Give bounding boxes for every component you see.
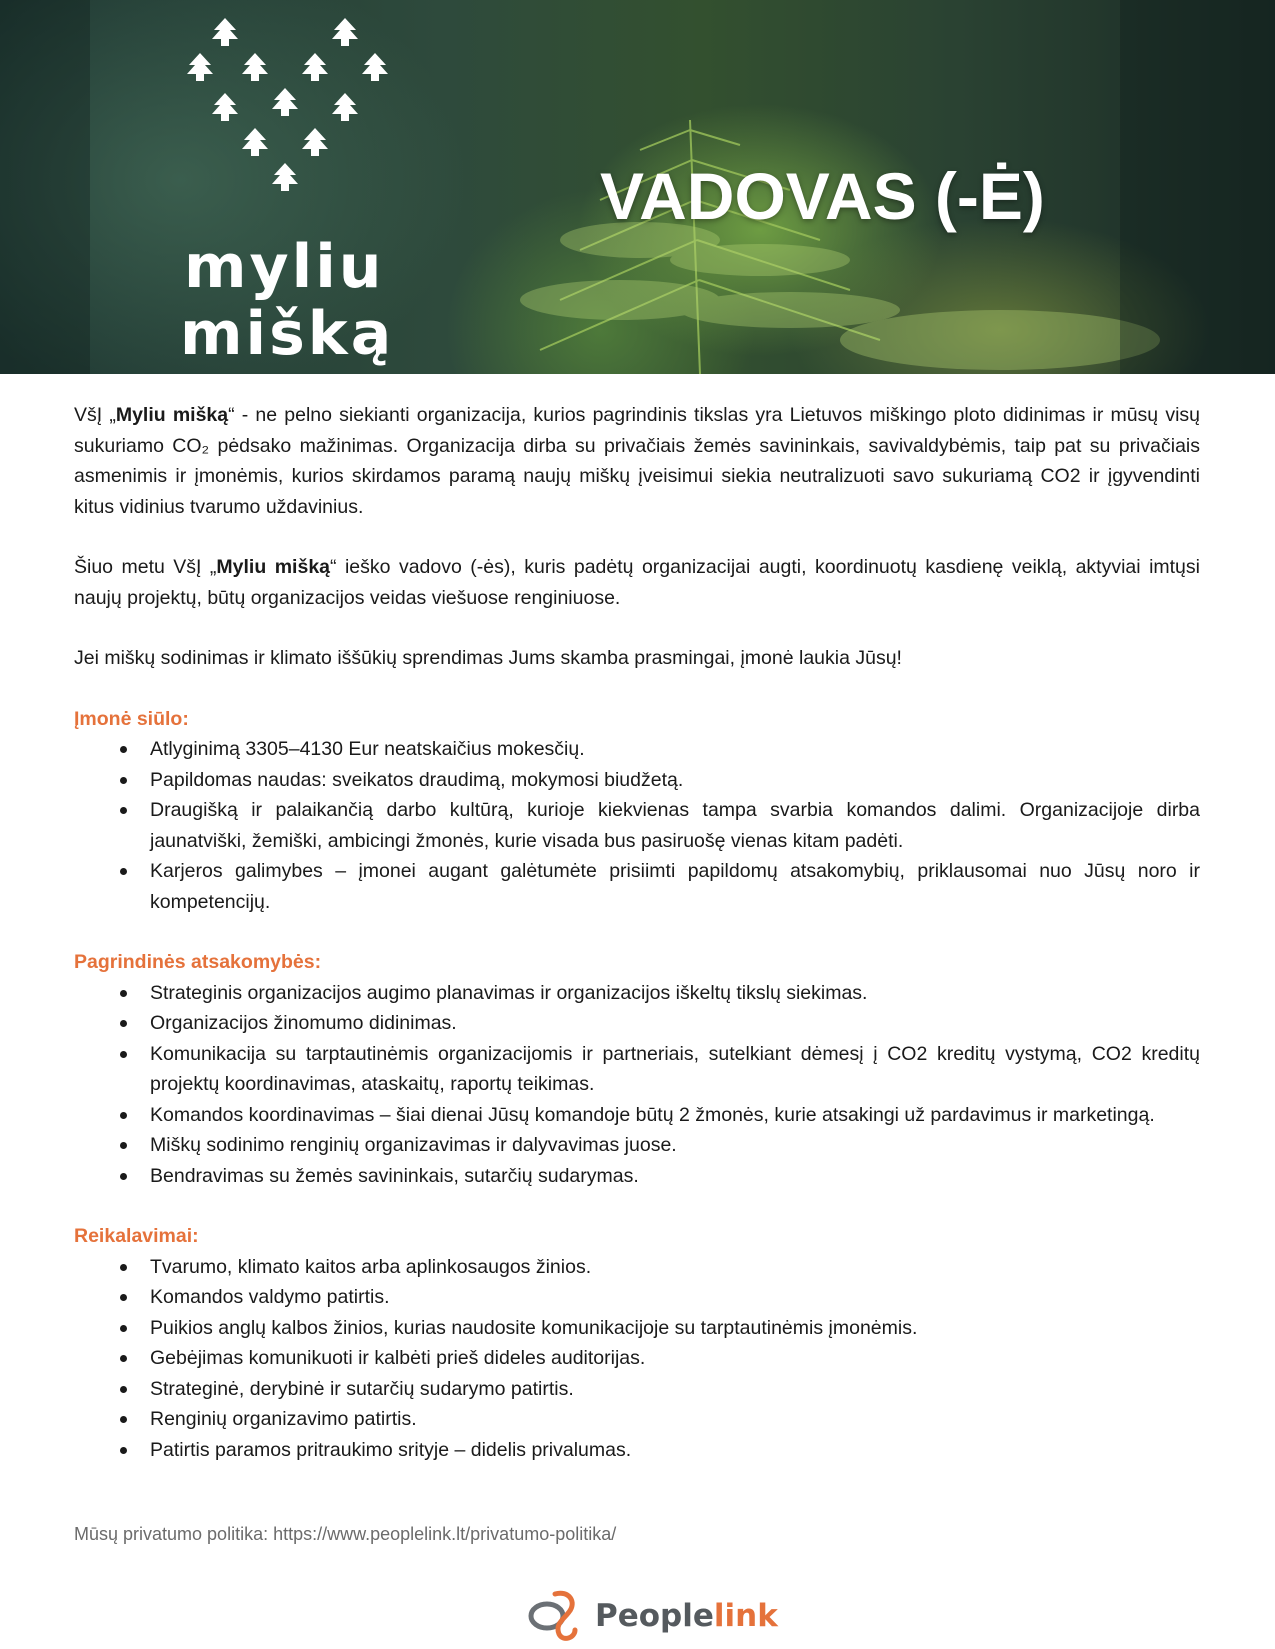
list-item: Renginių organizavimo patirtis. (74, 1404, 1200, 1435)
list-item: Organizacijos žinomumo didinimas. (74, 1008, 1200, 1039)
list-item: Tvarumo, klimato kaitos arba aplinkosaugos žinios. (74, 1252, 1200, 1283)
intro-text: “ ieško vadovo (-ės), kuris padėtų organizacijai augti, koordinuotų kasdienę veiklą, aktyviai imtųsi naujų projektų, būtų organizacijos veidas viešuose renginiuose. (74, 556, 1200, 609)
intro-text: Šiuo metu VšĮ „ (74, 556, 217, 578)
list-item: Strateginė, derybinė ir sutarčių sudarymo patirtis. (74, 1374, 1200, 1405)
privacy-policy-link[interactable]: Mūsų privatumo politika: https://www.peoplelink.lt/privatumo-politika/ (74, 1524, 617, 1544)
brand-text-link: link (713, 1598, 778, 1634)
peoplelink-logo (525, 1588, 778, 1642)
list-item: Patirtis paramos pritraukimo srityje – didelis privalumas. (74, 1435, 1200, 1466)
requirements-heading: Reikalavimai: (74, 1225, 199, 1247)
peoplelink-wordmark (595, 1598, 778, 1634)
intro-text: VšĮ „ (74, 404, 116, 426)
responsibilities-list (74, 978, 1200, 1192)
list-item: Puikios anglų kalbos žinios, kurias naudosite komunikacijoje su tarptautinėmis įmonėmis. (74, 1313, 1200, 1344)
responsibilities-heading: Pagrindinės atsakomybės: (74, 951, 322, 973)
list-item: Papildomas naudas: sveikatos draudimą, mokymosi biudžetą. (74, 765, 1200, 796)
list-item: Atlyginimą 3305–4130 Eur neatskaičius mokesčių. (74, 734, 1200, 765)
list-item: Miškų sodinimo renginių organizavimas ir dalyvavimas juose. (74, 1130, 1200, 1161)
logo-text-line1: myliu (184, 232, 385, 302)
logo-text-line2: mišką (180, 299, 395, 369)
intro-paragraph-3: Jei miškų sodinimas ir klimato iššūkių sprendimas Jums skamba prasmingai, įmonė laukia Jūsų! (74, 647, 902, 669)
list-item: Draugišką ir palaikančią darbo kultūrą, kurioje kiekvienas tampa svarbia komandos dalimi. Organizacijoje dirba jaunatviški, žemiški, ambicingi žmonės, kurie visada bus pasiruošę vienas kitam padėti. (74, 795, 1200, 856)
page-title: VADOVAS (-Ė) (600, 159, 1045, 233)
header-banner (0, 0, 1275, 374)
requirements-list (74, 1252, 1200, 1466)
brand-text-people: People (595, 1598, 714, 1634)
list-item: Komandos koordinavimas – šiai dienai Jūsų komandoje būtų 2 žmonės, kurie atsakingi už pardavimus ir marketingą. (74, 1100, 1200, 1131)
myliu-miska-logo (180, 12, 400, 369)
intro-paragraph-1 (74, 400, 1200, 522)
organization-name: Myliu mišką (115, 404, 229, 426)
offer-list (74, 734, 1200, 917)
list-item: Gebėjimas komunikuoti ir kalbėti prieš dideles auditorijas. (74, 1343, 1200, 1374)
list-item: Karjeros galimybes – įmonei augant galėtumėte prisiimti papildomų atsakomybių, priklausomai nuo Jūsų noro ir kompetencijų. (74, 856, 1200, 917)
peoplelink-mark-icon (525, 1588, 585, 1642)
list-item: Komunikacija su tarptautinėmis organizacijomis ir partneriais, sutelkiant dėmesį į CO2 kreditų vystymą, CO2 kreditų projektų koordinavimas, ataskaitų, raportų teikimas. (74, 1039, 1200, 1100)
tree-heart-icon (180, 12, 400, 202)
organization-name: Myliu mišką (216, 556, 331, 578)
list-item: Komandos valdymo patirtis. (74, 1282, 1200, 1313)
list-item: Strateginis organizacijos augimo planavimas ir organizacijos iškeltų tikslų siekimas. (74, 978, 1200, 1009)
intro-paragraph-2 (74, 552, 1200, 613)
list-item: Bendravimas su žemės savininkais, sutarčių sudarymas. (74, 1161, 1200, 1192)
job-description (74, 400, 1200, 1465)
offer-heading: Įmonė siūlo: (74, 707, 189, 730)
intro-text: “ - ne pelno siekianti organizacija, kurios pagrindinis tikslas yra Lietuvos miškingo ploto didinimas ir mūsų visų sukuriamo CO₂ pėdsako mažinimas. Organizacija dirba su privačiais žemės savininkais, savivaldybėmis, taip pat su privačiais asmenimis ir įmonėmis, kurios skirdamos paramą naujų miškų įveisimui siekia neutralizuoti savo sukuriamą CO2 ir įgyvendinti kitus vidinius tvarumo uždavinius. (74, 404, 1200, 518)
